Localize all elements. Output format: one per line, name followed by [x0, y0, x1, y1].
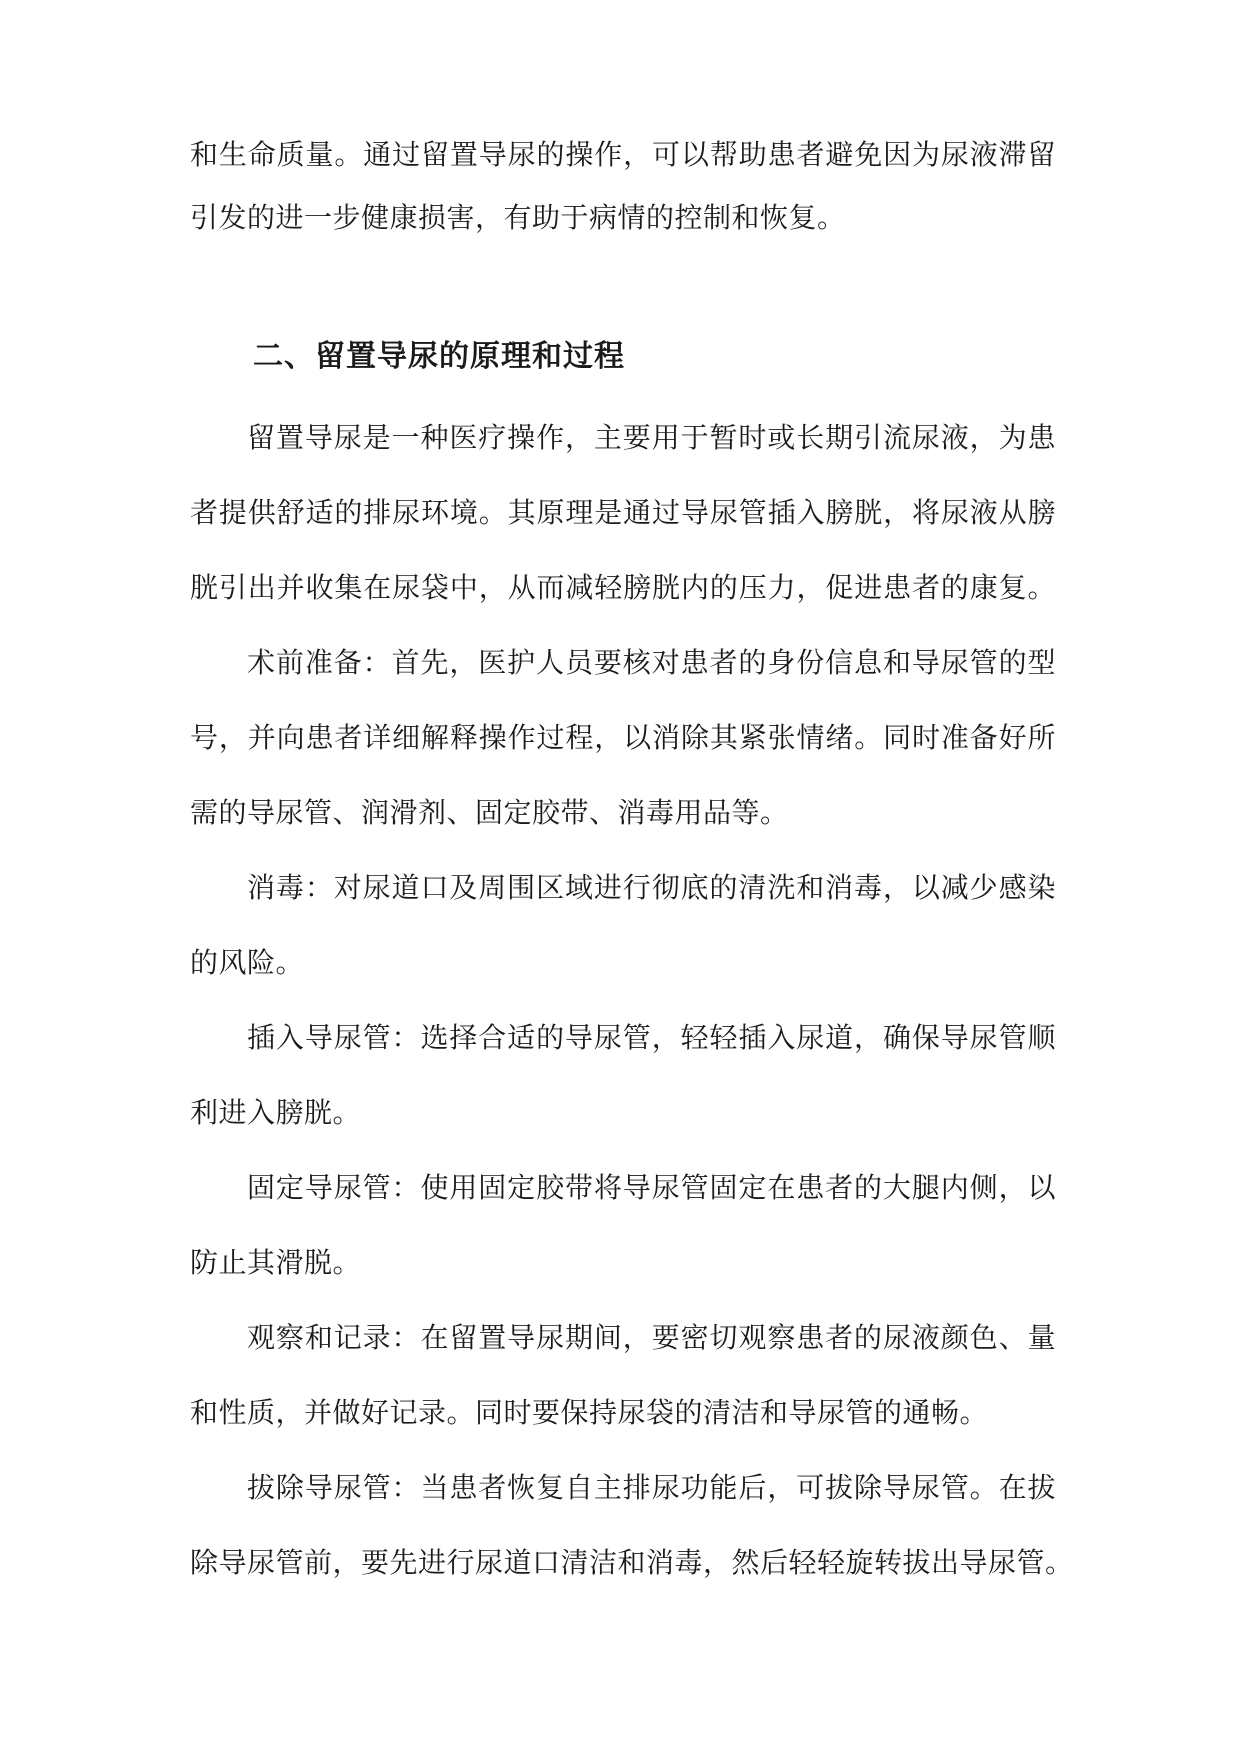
paragraph-2-line-2: 号，并向患者详细解释操作过程，以消除其紧张情绪。同时准备好所 [190, 721, 1056, 754]
paragraph-5-line-1: 固定导尿管：使用固定胶带将导尿管固定在患者的大腿内侧，以 [247, 1171, 1056, 1204]
intro-line-2: 引发的进一步健康损害，有助于病情的控制和恢复。 [190, 201, 846, 234]
paragraph-7-line-1: 拔除导尿管：当患者恢复自主排尿功能后，可拔除导尿管。在拔 [247, 1471, 1056, 1504]
paragraph-3-line-1: 消毒：对尿道口及周围区域进行彻底的清洗和消毒，以减少感染 [247, 871, 1056, 904]
paragraph-7-line-2: 除导尿管前，要先进行尿道口清洁和消毒，然后轻轻旋转拔出导尿管。 [190, 1546, 1074, 1579]
paragraph-6-line-1: 观察和记录：在留置导尿期间，要密切观察患者的尿液颜色、量 [247, 1321, 1056, 1354]
paragraph-4-line-1: 插入导尿管：选择合适的导尿管，轻轻插入尿道，确保导尿管顺 [247, 1021, 1056, 1054]
paragraph-4-line-2: 利进入膀胱。 [190, 1096, 362, 1129]
paragraph-1-line-2: 者提供舒适的排尿环境。其原理是通过导尿管插入膀胱，将尿液从膀 [190, 496, 1056, 529]
intro-line-1: 和生命质量。通过留置导尿的操作，可以帮助患者避免因为尿液滞留 [190, 138, 1056, 171]
paragraph-5-line-2: 防止其滑脱。 [190, 1246, 362, 1279]
section-heading: 二、留置导尿的原理和过程 [253, 339, 625, 374]
paragraph-2-line-3: 需的导尿管、润滑剂、固定胶带、消毒用品等。 [190, 796, 789, 829]
paragraph-1-line-1: 留置导尿是一种医疗操作，主要用于暂时或长期引流尿液，为患 [247, 421, 1056, 454]
paragraph-3-line-2: 的风险。 [190, 946, 305, 979]
paragraph-6-line-2: 和性质，并做好记录。同时要保持尿袋的清洁和导尿管的通畅。 [190, 1396, 989, 1429]
paragraph-1-line-3: 胱引出并收集在尿袋中，从而减轻膀胱内的压力，促进患者的康复。 [190, 571, 1056, 604]
paragraph-2-line-1: 术前准备：首先，医护人员要核对患者的身份信息和导尿管的型 [247, 646, 1056, 679]
